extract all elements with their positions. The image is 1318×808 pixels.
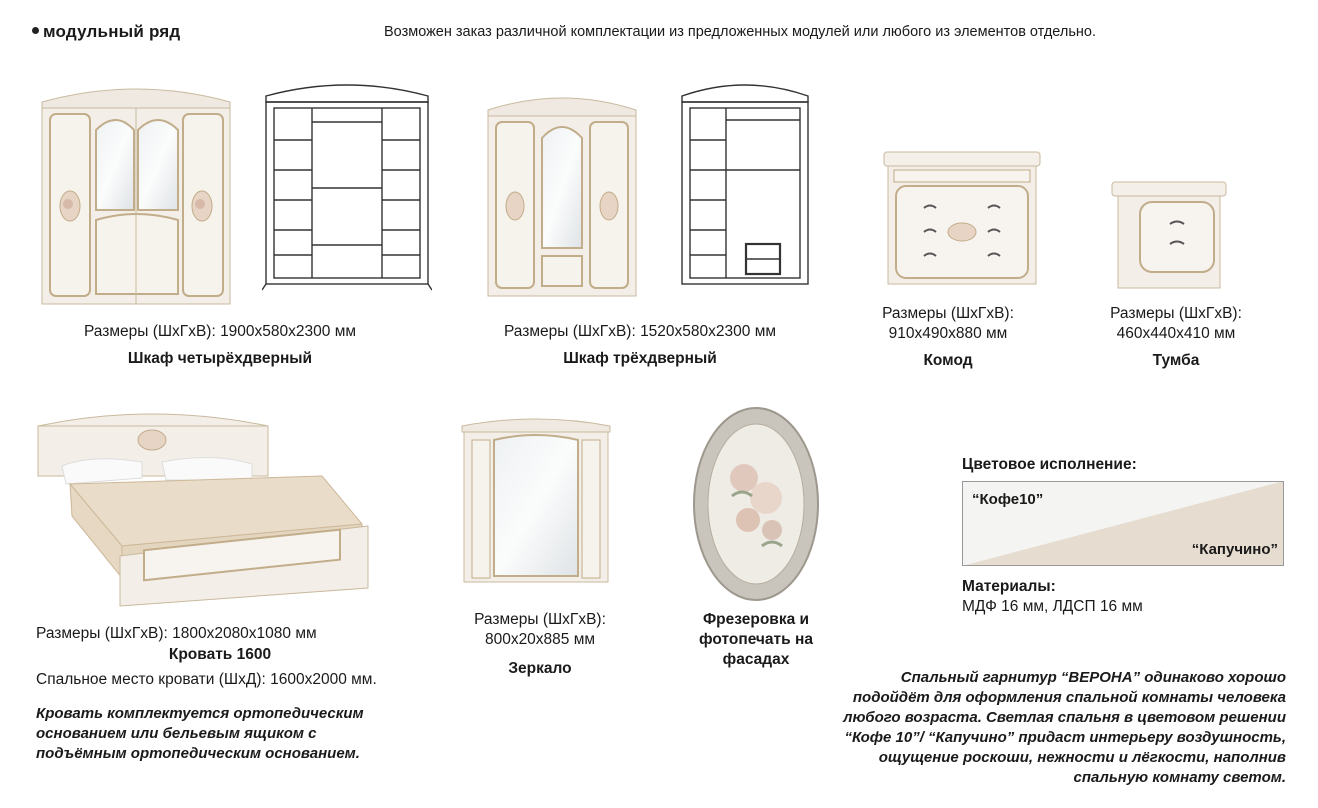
bed-sleep-size: Спальное место кровати (ШхД): 1600х2000 мм. bbox=[36, 671, 377, 688]
mirror-image bbox=[458, 416, 614, 584]
wardrobe-three-door-image bbox=[484, 88, 640, 300]
wardrobe4-name: Шкаф четырёхдверный bbox=[127, 350, 313, 367]
color-swatches bbox=[962, 481, 1284, 566]
wardrobe3-name: Шкаф трёхдверный bbox=[563, 350, 717, 367]
swatch-coffee10-label: “Кофе10” bbox=[972, 491, 1044, 508]
dresser-name: Комод bbox=[923, 352, 973, 369]
swatch-cappuccino-label: “Капучино” bbox=[1191, 541, 1278, 558]
nightstand-dims-1: Размеры (ШхГхВ): bbox=[1110, 305, 1242, 322]
wardrobe-four-door-schema bbox=[262, 80, 432, 292]
section-title: модульный ряд bbox=[32, 22, 180, 42]
wardrobe-three-door-schema bbox=[678, 80, 812, 292]
nightstand-image bbox=[1110, 180, 1228, 292]
decor-medallion-image bbox=[692, 406, 820, 602]
nightstand-name: Тумба bbox=[1152, 352, 1200, 369]
bed-note: Кровать комплектуется ортопедическим основанием или бельевым ящиком с подъёмным ортопедическим основанием. bbox=[36, 705, 364, 762]
materials-title: Материалы: bbox=[962, 578, 1056, 595]
bullet-icon bbox=[32, 27, 39, 34]
mirror-dims-1: Размеры (ШхГхВ): bbox=[474, 611, 606, 628]
decor-caption: Фрезеровка и фотопечать на фасадах bbox=[699, 611, 813, 668]
wardrobe-four-door-image bbox=[38, 80, 234, 308]
set-description: Спальный гарнитур “ВЕРОНА” одинаково хорошо подойдёт для оформления спальной комнаты человека любого возраста. Светлая спальня в цветовом решении “Кофе 10”/ “Капучино” придаст интерьеру воздушность, ощущение роскоши, нежности и лёгкости, наполнив спальную комнату светом. bbox=[843, 669, 1286, 786]
bed-image bbox=[32, 406, 378, 610]
wardrobe4-dims: Размеры (ШхГхВ): 1900х580х2300 мм bbox=[83, 323, 357, 340]
bed-dims: Размеры (ШхГхВ): 1800х2080х1080 мм bbox=[36, 625, 317, 642]
bed-name: Кровать 1600 bbox=[168, 646, 272, 663]
order-note: Возможен заказ различной комплектации из предложенных модулей или любого из элементов отдельно. bbox=[384, 24, 1096, 40]
dresser-image bbox=[882, 150, 1042, 288]
dresser-dims-1: Размеры (ШхГхВ): bbox=[882, 305, 1014, 322]
mirror-name: Зеркало bbox=[508, 660, 572, 677]
nightstand-dims-2: 460х440х410 мм bbox=[1116, 325, 1236, 342]
dresser-dims-2: 910х490х880 мм bbox=[888, 325, 1008, 342]
wardrobe3-dims: Размеры (ШхГхВ): 1520х580х2300 мм bbox=[503, 323, 777, 340]
colors-title: Цветовое исполнение: bbox=[962, 456, 1137, 473]
materials-value: МДФ 16 мм, ЛДСП 16 мм bbox=[962, 598, 1143, 615]
mirror-dims-2: 800х20х885 мм bbox=[484, 631, 596, 648]
